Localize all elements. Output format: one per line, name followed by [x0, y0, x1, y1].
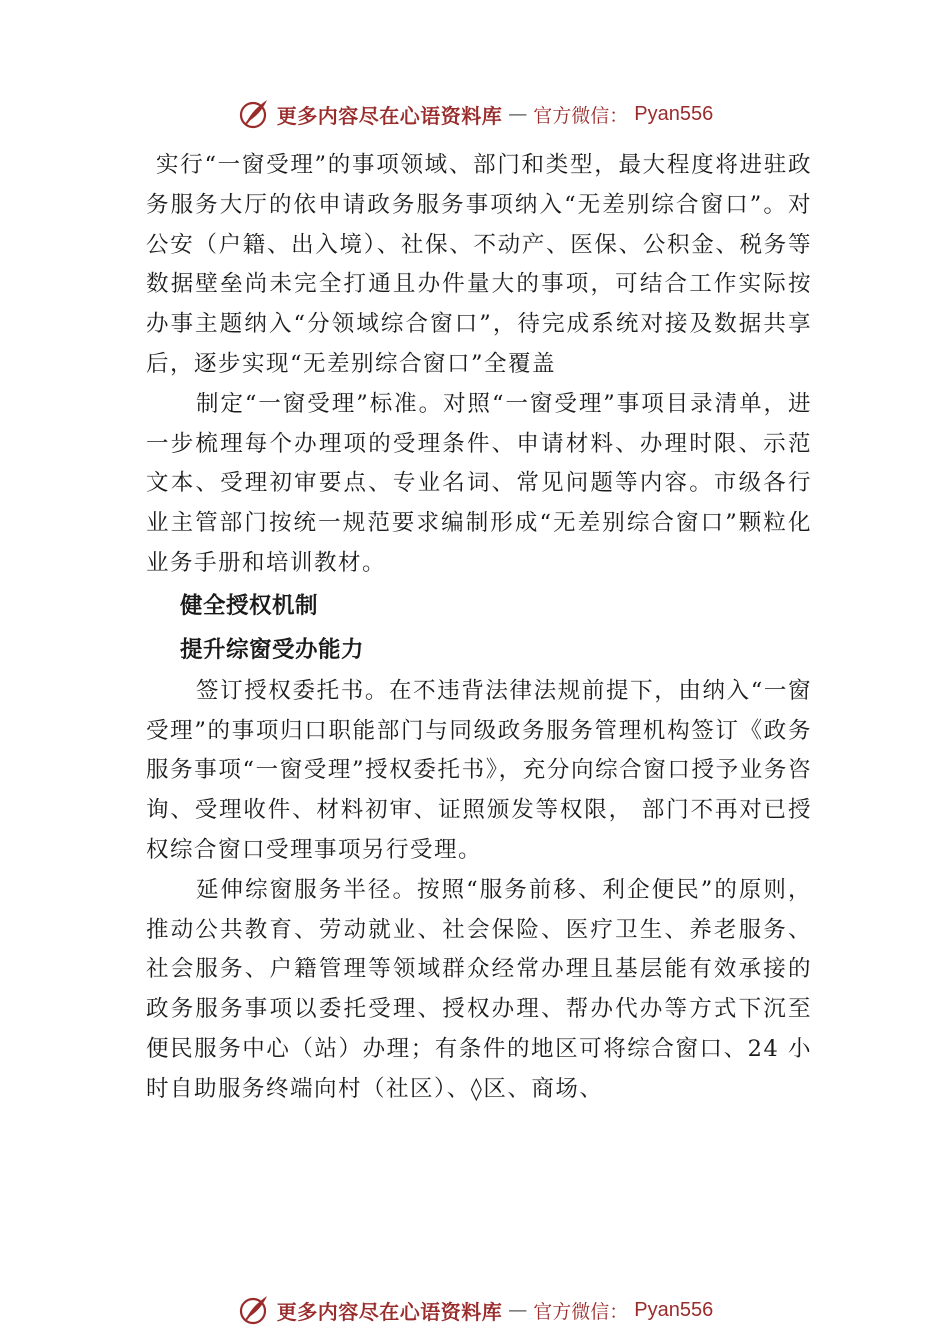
quill-logo-icon [237, 97, 271, 131]
quill-logo-icon [237, 1293, 271, 1327]
watermark-account: Pyan556 [634, 1298, 714, 1321]
paragraph: 签订授权委托书。在不违背法律法规前提下，由纳入“一窗受理”的事项归口职能部门与同级政务服务管理机构签订《政务服务事项“一窗受理”授权委托书》，充分向综合窗口授予业务咨询、受理收件、材料初审、证照颁发等权限， 部门不再对已授权综合窗口受理事项另行受理。 [146, 677, 812, 863]
watermark-separator: — [508, 103, 528, 125]
watermark-banner-bottom [0, 1290, 950, 1330]
paragraph: 实行“一窗受理”的事项领域、部门和类型，最大程度将进驻政务服务大厅的依申请政务服务事项纳入“无差别综合窗口”。对公安（户籍、出入境）、社保、不动产、医保、公积金、税务等数据壁垒尚未完全打通且办件量大的事项，可结合工作实际按办事主题纳入“分领域综合窗口”，待完成系统对接及数据共享后，逐步实现“无差别综合窗口”全覆盖 [146, 152, 812, 377]
watermark-separator: — [508, 1299, 528, 1321]
watermark-label: 官方微信： [533, 1300, 629, 1323]
watermark-text: 更多内容尽在心语资料库 [276, 103, 503, 128]
watermark-account: Pyan556 [634, 102, 714, 125]
watermark-label: 官方微信： [533, 104, 629, 127]
section-heading: 提升综窗受办能力 [180, 636, 365, 663]
watermark-text: 更多内容尽在心语资料库 [276, 1299, 503, 1324]
paragraph: 延伸综窗服务半径。按照“服务前移、利企便民”的原则，推动公共教育、劳动就业、社会保险、医疗卫生、养老服务、社会服务、户籍管理等领域群众经常办理且基层能有效承接的政务服务事项以委托受理、授权办理、帮办代办等方式下沉至便民服务中心（站）办理；有条件的地区可将综合窗口、24 小时自助服务终端向村（社区）、◊区、商场、 [146, 876, 812, 1102]
section-heading: 健全授权机制 [180, 592, 319, 619]
paragraph: 制定“一窗受理”标准。对照“一窗受理”事项目录清单，进一步梳理每个办理项的受理条件、申请材料、办理时限、示范文本、受理初审要点、专业名词、常见问题等内容。市级各行业主管部门按统一规范要求编制形成“无差别综合窗口”颗粒化业务手册和培训教材。 [146, 390, 812, 576]
watermark-banner-top [0, 94, 950, 134]
document-body [146, 146, 812, 1110]
